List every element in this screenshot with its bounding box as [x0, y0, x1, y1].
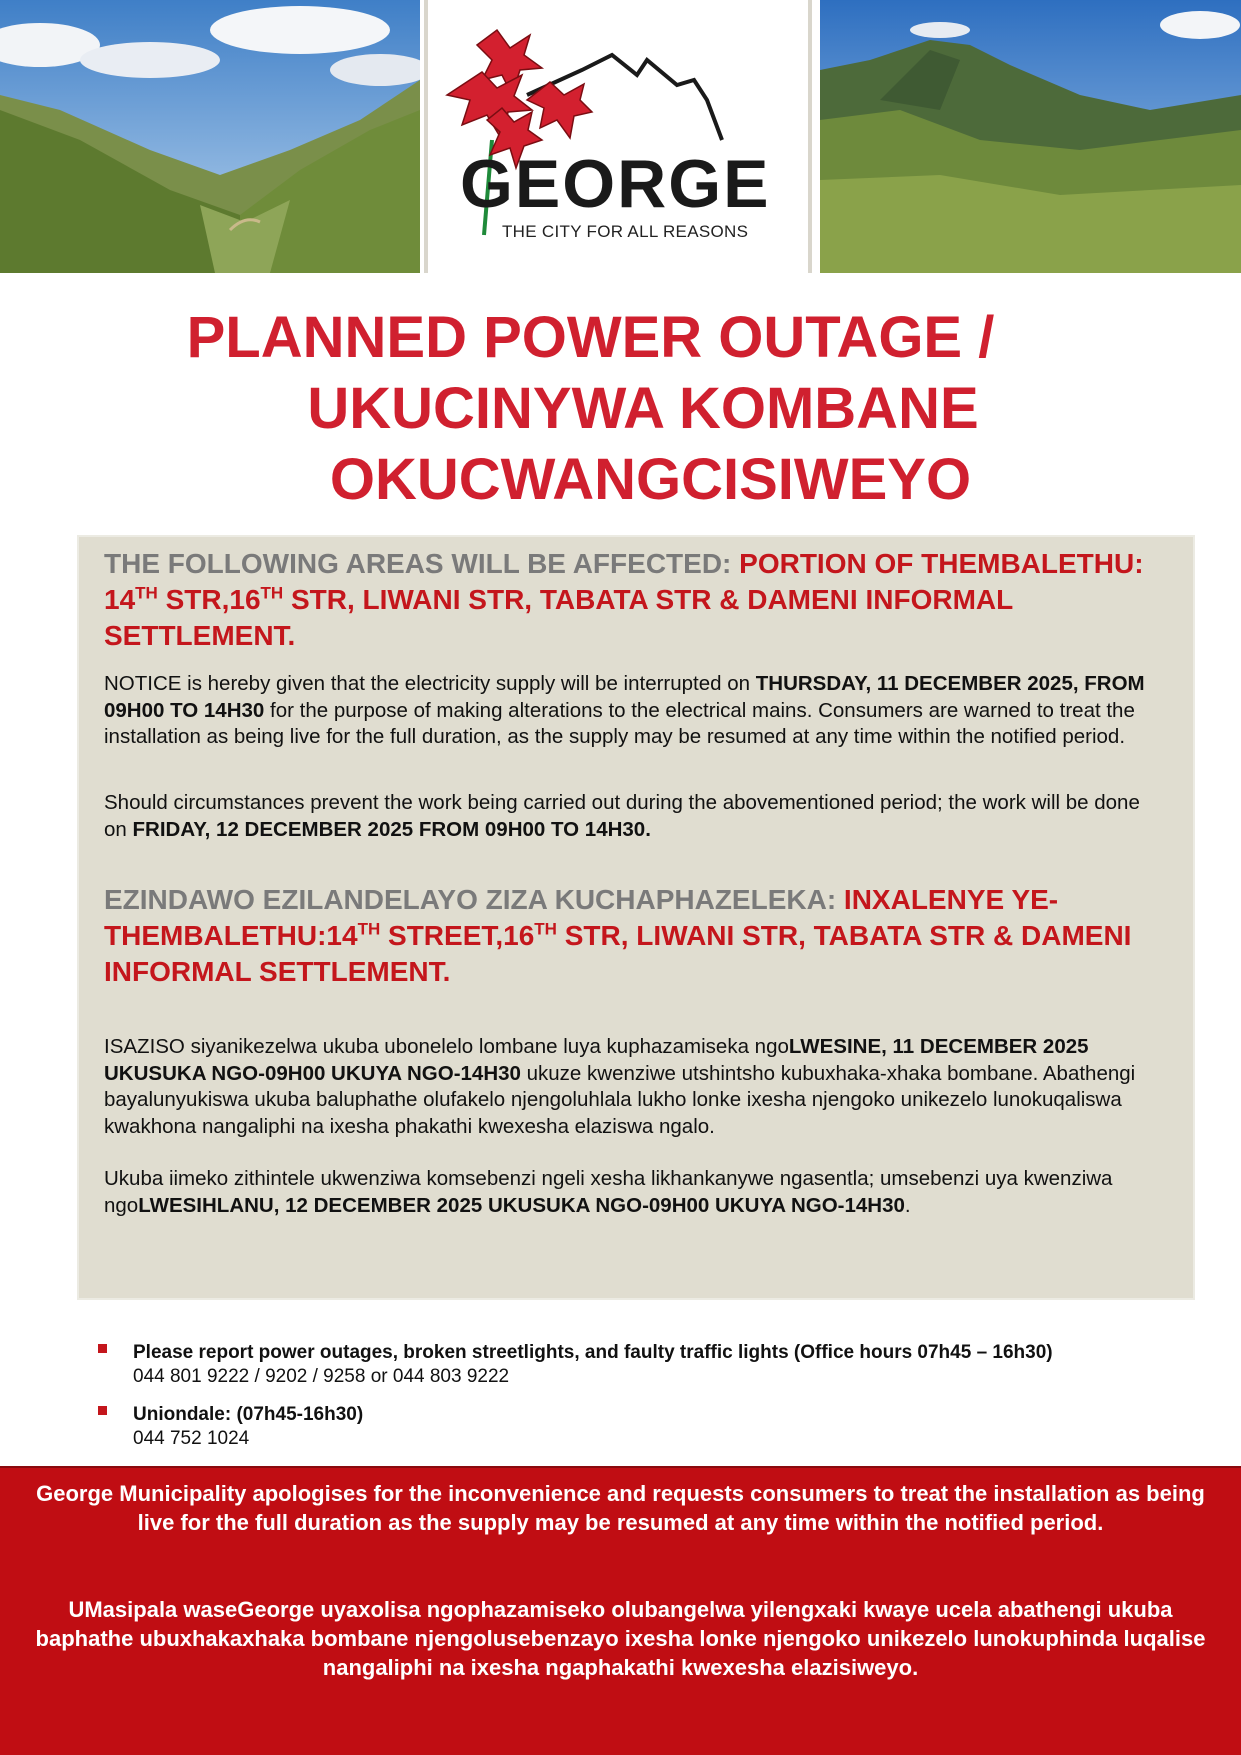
superscript: TH: [135, 583, 158, 603]
bullet-square-icon: [98, 1344, 107, 1353]
affected-label: EZINDAWO EZILANDELAYO ZIZA KUCHAPHAZELEKA:: [104, 884, 844, 915]
logo-wordmark: GEORGE: [460, 146, 771, 222]
title-line-2: UKUCINYWA KOMBANE: [307, 376, 979, 441]
notice-date: LWESINE, 11 DECEMBER 2025 UKUSUKA NGO-09H00 UKUYA NGO-14H30: [104, 1035, 1089, 1085]
title-line-3: OKUCWANGCISIWEYO: [329, 447, 972, 512]
affected-areas-heading-xh: [104, 882, 1164, 990]
notice-paragraph-xh: [104, 1034, 1164, 1140]
areas-part: STR,16: [157, 584, 261, 615]
notice-text: NOTICE is hereby given that the electricity supply will be interrupted on: [104, 672, 756, 695]
alt-text: Should circumstances prevent the work being carried out during the abovementioned period; the work will be done on: [104, 791, 1140, 841]
notice-text: for the purpose of making alterations to the electrical mains. Consumers are warned to treat the installation as being live for the full duration, as the supply may be resumed at any time within the notified period.: [104, 698, 1135, 748]
areas-part: STREET,16: [380, 920, 535, 951]
apology-footer: [0, 1466, 1241, 1755]
affected-areas-heading-en: [104, 546, 1164, 654]
notice-text: ukuze kwenziwe utshintsho kubuxhaka-xhaka bombane. Abathengi bayalunyukiswa ukuba baluphathe olufakelo njengoluhlala lukho lonke ixesha njengoko unikezelo lunokuqaliswa kwakhona nangaliphi na ixesha phakathi kwexesha elaziswa ngalo.: [104, 1061, 1136, 1138]
apology-english: George Municipality apologises for the inconvenience and requests consumers to treat the installation as being live for the full duration as the supply may be resumed at any time within the notified period.: [36, 1481, 1205, 1535]
areas-part: INXALENYE YE-THEMBALETHU:14: [104, 884, 1059, 951]
contact-label: Uniondale: (07h45-16h30): [133, 1404, 364, 1425]
apology-xhosa: UMasipala waseGeorge uyaxolisa ngophazamiseko olubangelwa yilengxaki kwaye ucela abathengi ukuba baphathe ubuxhakaxhaka bombane njengolusebenzayo ixesha lonke njengoko unikezelo lunokuphinda luqalise nangaliphi na ixesha ngaphakathi kwexesha elazisiweyo.: [35, 1597, 1206, 1680]
mountain-photo-right: [820, 0, 1241, 273]
header-banner: [0, 0, 1241, 273]
alt-date: LWESIHLANU, 12 DECEMBER 2025 UKUSUKA NGO-09H00 UKUYA NGO-14H30: [138, 1193, 905, 1217]
page-title: [0, 302, 1241, 515]
alt-text: .: [904, 1193, 911, 1217]
contact-list: [96, 1341, 1196, 1465]
mountain-photo-left: [0, 0, 420, 273]
areas-part: STR, LIWANI STR, TABATA STR & DAMENI INFORMAL SETTLEMENT.: [104, 920, 1132, 987]
alt-date: FRIDAY, 12 DECEMBER 2025 FROM 09H00 TO 14H30.: [132, 817, 651, 841]
list-item: [96, 1403, 1196, 1451]
areas-part: PORTION OF THEMBALETHU: 14: [104, 548, 1144, 615]
bullet-square-icon: [98, 1406, 107, 1415]
superscript: TH: [534, 919, 557, 939]
notice-paragraph-en: [104, 671, 1164, 751]
alternate-date-paragraph-en: [104, 790, 1164, 843]
alt-text: Ukuba iimeko zithintele ukwenziwa komsebenzi ngeli xesha likhankanywe ngasentla; umsebenzi uya kwenziwa ngo: [104, 1167, 1113, 1217]
superscript: TH: [260, 583, 284, 603]
logo-tagline: THE CITY FOR ALL REASONS: [502, 222, 749, 241]
alternate-date-paragraph-xh: [104, 1166, 1164, 1219]
header-divider: [808, 0, 812, 273]
contact-label: Please report power outages, broken streetlights, and faulty traffic lights (Office hours 07h45 – 16h30): [133, 1342, 1053, 1363]
contact-numbers: 044 752 1024: [133, 1428, 250, 1449]
header-divider: [424, 0, 428, 273]
superscript: TH: [357, 919, 381, 939]
notice-text: ISAZISO siyanikezelwa ukuba ubonelelo lombane luya kuphazamiseka ngo: [104, 1035, 789, 1058]
affected-label: THE FOLLOWING AREAS WILL BE AFFECTED:: [104, 548, 740, 579]
contact-numbers: 044 801 9222 / 9202 / 9258 or 044 803 9222: [133, 1366, 510, 1387]
george-logo: [432, 0, 808, 273]
list-item: [96, 1341, 1196, 1389]
notice-date: THURSDAY, 11 DECEMBER 2025, FROM 09H00 TO 14H30: [104, 672, 1145, 722]
title-line-1: PLANNED POWER OUTAGE /: [186, 305, 995, 370]
areas-part: STR, LIWANI STR, TABATA STR & DAMENI INFORMAL SETTLEMENT.: [104, 584, 1013, 651]
